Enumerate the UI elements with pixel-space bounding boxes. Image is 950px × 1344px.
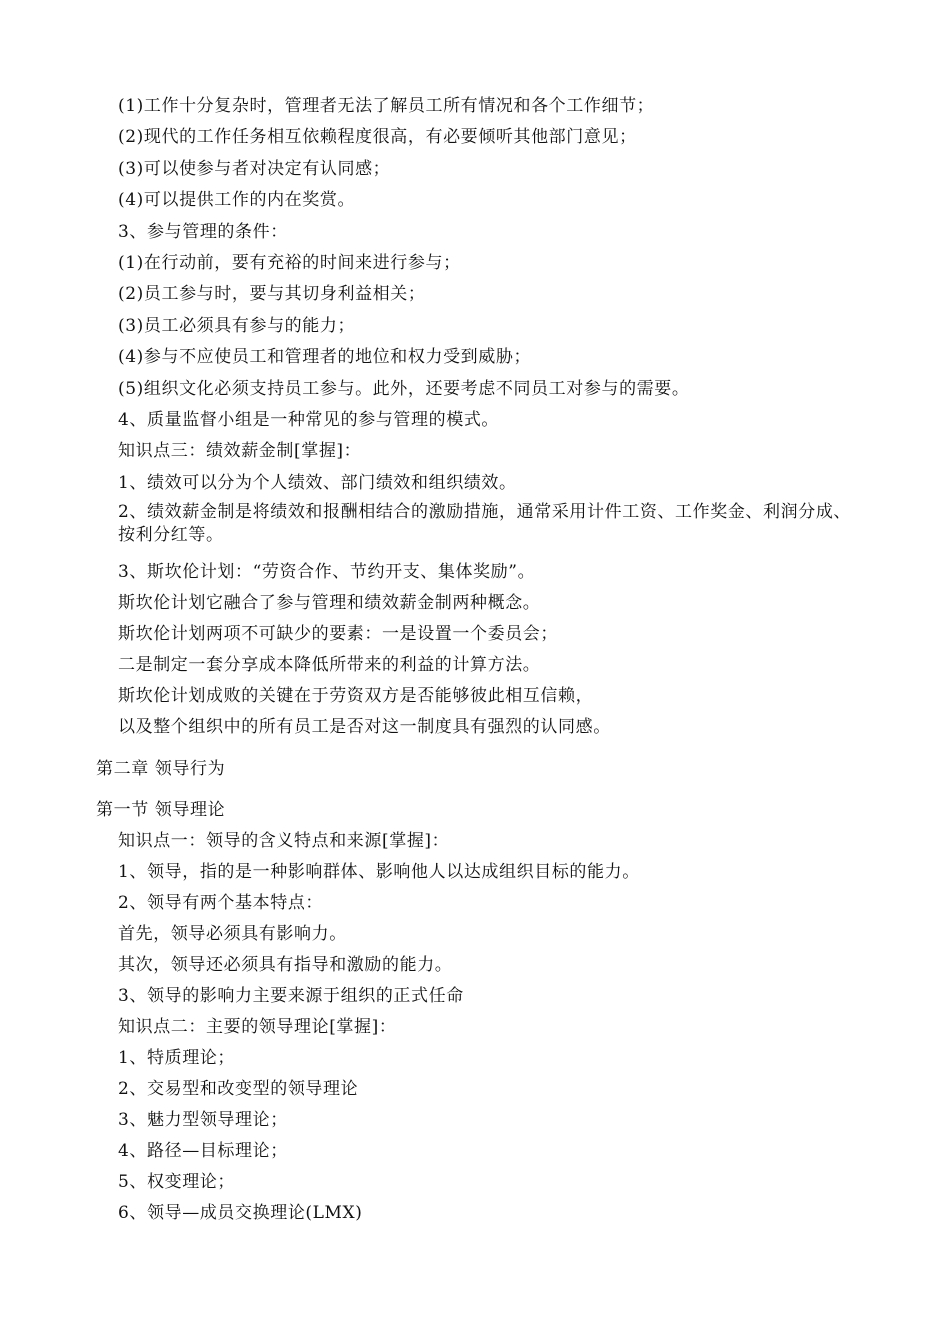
- text-paragraph: 2、绩效薪金制是将绩效和报酬相结合的激励措施，通常采用计件工资、工作奖金、利润分成、按利分红等。: [118, 502, 852, 545]
- text-line: 4、路径—目标理论；: [118, 1141, 288, 1161]
- text-line: 1、领导，指的是一种影响群体、影响他人以达成组织目标的能力。: [118, 862, 640, 882]
- text-line: 1、特质理论；: [118, 1048, 236, 1068]
- section-heading: 知识点三：绩效薪金制[掌握]：: [118, 441, 362, 461]
- text-line: (2)现代的工作任务相互依赖程度很高，有必要倾听其他部门意见；: [118, 127, 637, 147]
- chapter-heading: 第二章 领导行为: [96, 759, 226, 779]
- text-line: 3、领导的影响力主要来源于组织的正式任命: [118, 986, 464, 1006]
- text-line: (4)可以提供工作的内在奖赏。: [118, 190, 356, 210]
- text-line: 3、斯坎伦计划：“劳资合作、节约开支、集体奖励”。: [118, 562, 536, 582]
- text-line: 1、绩效可以分为个人绩效、部门绩效和组织绩效。: [118, 473, 517, 493]
- text-line: (1)工作十分复杂时，管理者无法了解员工所有情况和各个工作细节；: [118, 96, 655, 116]
- section-heading: 知识点一：领导的含义特点和来源[掌握]：: [118, 831, 450, 851]
- text-line: 以及整个组织中的所有员工是否对这一制度具有强烈的认同感。: [118, 717, 611, 737]
- text-line: 斯坎伦计划成败的关键在于劳资双方是否能够彼此相互信赖，: [118, 686, 594, 706]
- text-line: (4)参与不应使员工和管理者的地位和权力受到威胁；: [118, 347, 532, 367]
- text-line: (5)组织文化必须支持员工参与。此外，还要考虑不同员工对参与的需要。: [118, 379, 690, 399]
- text-line: 首先，领导必须具有影响力。: [118, 924, 347, 944]
- section-heading: 知识点二：主要的领导理论[掌握]：: [118, 1017, 397, 1037]
- text-line: 斯坎伦计划它融合了参与管理和绩效薪金制两种概念。: [118, 593, 541, 613]
- text-line: (2)员工参与时，要与其切身利益相关；: [118, 284, 426, 304]
- text-line: 2、领导有两个基本特点：: [118, 893, 324, 913]
- text-line: 4、质量监督小组是一种常见的参与管理的模式。: [118, 410, 500, 430]
- text-line: 2、交易型和改变型的领导理论: [118, 1079, 359, 1099]
- text-line: 其次，领导还必须具有指导和激励的能力。: [118, 955, 453, 975]
- text-line: 斯坎伦计划两项不可缺少的要素：一是设置一个委员会；: [118, 624, 558, 644]
- text-line: 二是制定一套分享成本降低所带来的利益的计算方法。: [118, 655, 541, 675]
- section-title: 第一节 领导理论: [96, 800, 226, 820]
- text-line: 3、参与管理的条件：: [118, 222, 288, 242]
- text-line: (3)可以使参与者对决定有认同感；: [118, 159, 391, 179]
- text-line: (1)在行动前，要有充裕的时间来进行参与；: [118, 253, 461, 273]
- text-line: (3)员工必须具有参与的能力；: [118, 316, 356, 336]
- text-line: 5、权变理论；: [118, 1172, 236, 1192]
- text-line: 6、领导—成员交换理论(LMX): [118, 1203, 363, 1223]
- text-line: 3、魅力型领导理论；: [118, 1110, 288, 1130]
